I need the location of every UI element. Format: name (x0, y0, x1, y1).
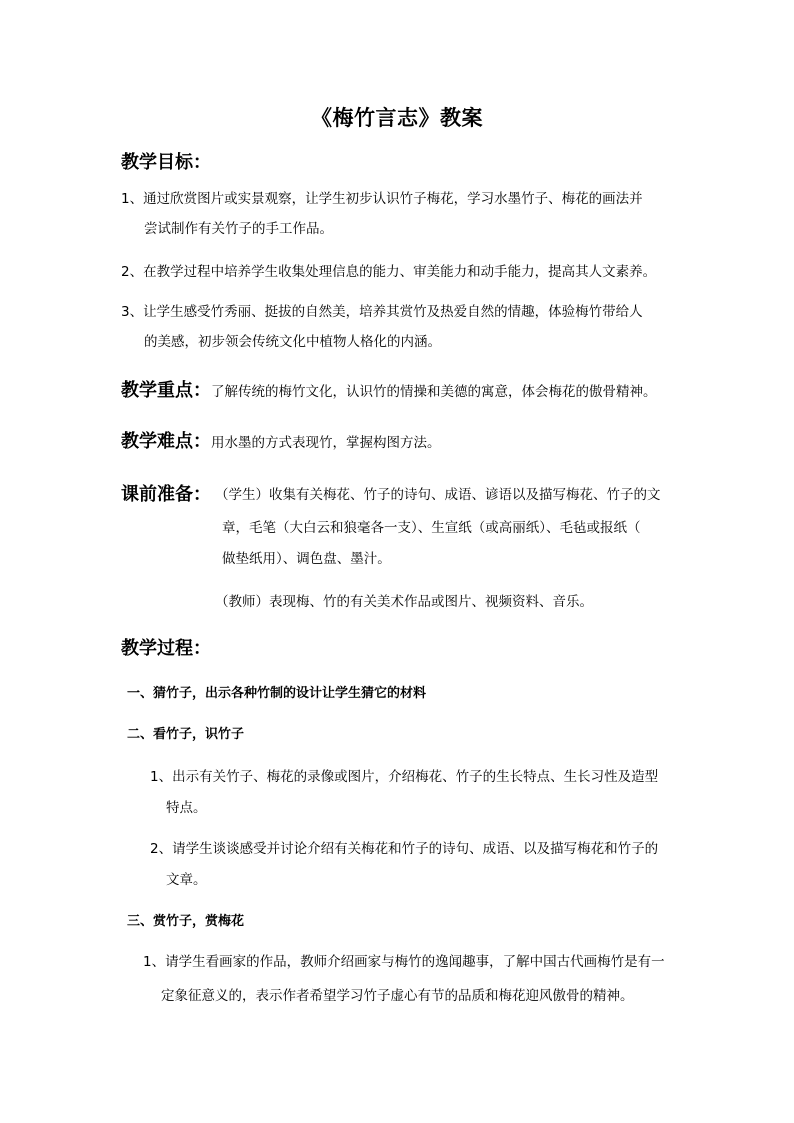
process-step-2: 二、看竹子，识竹子 (127, 727, 245, 742)
step-2-item-2-line-1: 2、请学生谈谈感受并讨论介绍有关梅花和竹子的诗句、成语、以及描写梅花和竹子的 (150, 841, 659, 857)
key-point-text: 了解传统的梅竹文化，认识竹的情操和美德的寓意，体会梅花的傲骨精神。 (211, 384, 657, 400)
objective-3-line-1: 3、让学生感受竹秀丽、挺拔的自然美，培养其赏竹及热爱自然的情趣，体验梅竹带给人 (121, 304, 643, 320)
document-title: 《梅竹言志》教案 (311, 105, 483, 130)
objective-1-line-2: 尝试制作有关竹子的手工作品。 (144, 221, 333, 237)
key-point-row (121, 376, 657, 402)
objective-1-line-1: 1、通过欣赏图片或实景观察，让学生初步认识竹子梅花，学习水墨竹子、梅花的画法并 (121, 191, 643, 207)
difficulty-heading: 教学难点： (121, 431, 211, 452)
preparation-student-line-1: （学生）收集有关梅花、竹子的诗句、成语、谚语以及描写梅花、竹子的文 (215, 487, 661, 503)
preparation-student-line-2: 章，毛笔（大白云和狼毫各一支）、生宣纸（或高丽纸）、毛毡或报纸（ (222, 520, 641, 536)
process-step-1: 一、猜竹子，出示各种竹制的设计让学生猜它的材料 (127, 686, 427, 701)
preparation-heading: 课前准备： (121, 484, 211, 505)
step-3-item-1-line-1: 1、请学生看画家的作品，教师介绍画家与梅竹的逸闻趣事，了解中国古代画梅竹是有一 (143, 954, 665, 970)
preparation-teacher-line-1: （教师）表现梅、竹的有关美术作品或图片、视频资料、音乐。 (215, 594, 593, 610)
objectives-heading: 教学目标： (121, 152, 211, 173)
objective-2-line-1: 2、在教学过程中培养学生收集处理信息的能力、审美能力和动手能力，提高其人文素养。 (121, 264, 657, 280)
key-point-heading: 教学重点： (121, 380, 211, 401)
difficulty-row (121, 427, 441, 453)
preparation-student-line-3: 做垫纸用）、调色盘、墨汁。 (222, 551, 391, 567)
process-heading: 教学过程： (121, 638, 211, 659)
step-2-item-1-line-2: 特点。 (166, 800, 207, 816)
step-3-item-1-line-2: 定象征意义的，表示作者希望学习竹子虚心有节的品质和梅花迎风傲骨的精神。 (161, 988, 634, 1004)
difficulty-text: 用水墨的方式表现竹，掌握构图方法。 (211, 435, 441, 451)
process-step-3: 三、赏竹子，赏梅花 (127, 914, 245, 929)
objective-3-line-2: 的美感，初步领会传统文化中植物人格化的内涵。 (144, 334, 441, 350)
step-2-item-1-line-1: 1、出示有关竹子、梅花的录像或图片，介绍梅花、竹子的生长特点、生长习性及造型 (150, 769, 659, 785)
step-2-item-2-line-2: 文章。 (166, 872, 207, 888)
